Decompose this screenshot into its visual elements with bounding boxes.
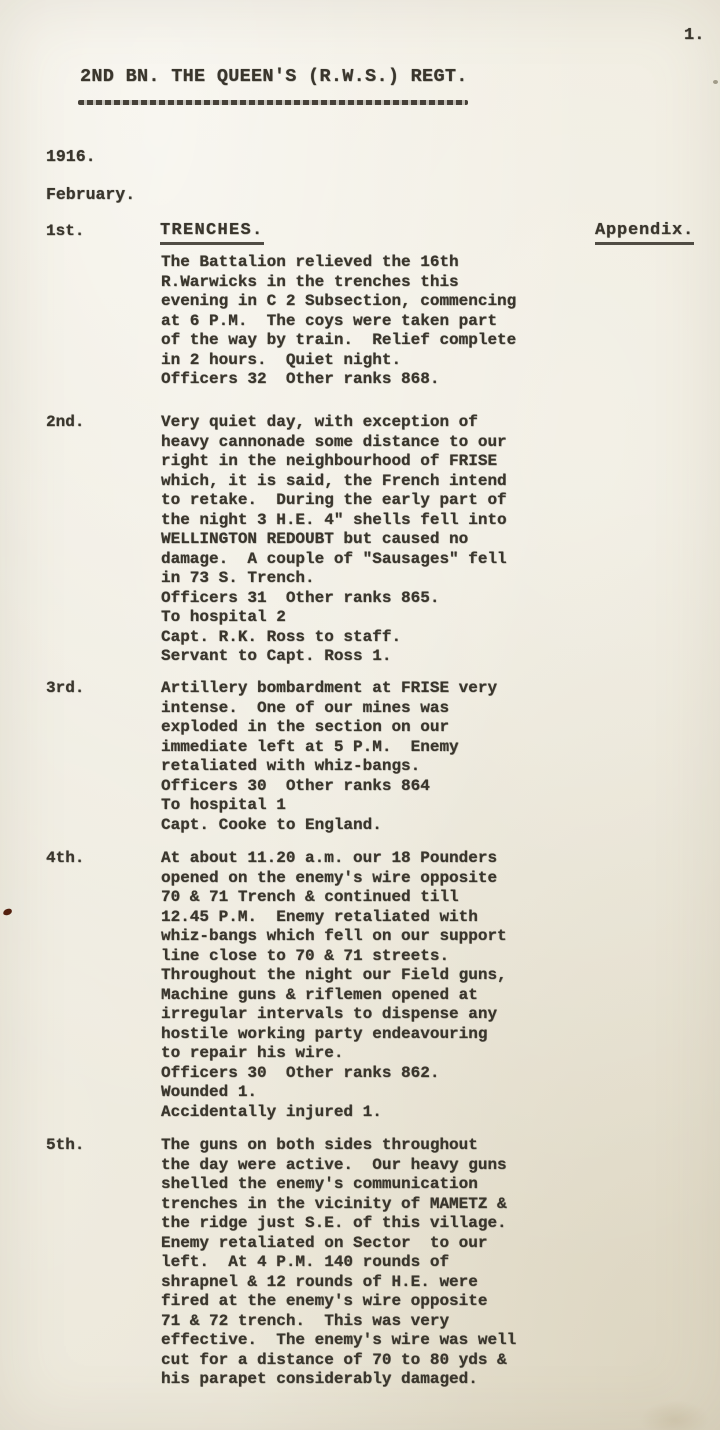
diary-line: Officers 30 Other ranks 862. [161, 1063, 440, 1082]
diary-line: damage. A couple of "Sausages" fell [161, 549, 507, 568]
section-heading: TRENCHES. [160, 221, 264, 245]
paper-smudge-artifact [640, 1400, 710, 1430]
diary-line: hostile working party endeavouring [161, 1024, 488, 1043]
diary-line: fired at the enemy's wire opposite [161, 1292, 488, 1310]
diary-line: At about 11.20 a.m. our 18 Pounders [161, 849, 498, 867]
diary-line: Enemy retaliated on Sector to our [161, 1233, 488, 1252]
diary-line: Capt. Cooke to England. [161, 815, 382, 834]
diary-line: the ridge just S.E. of this village. [161, 1214, 507, 1232]
diary-line: The guns on both sides throughout [161, 1136, 478, 1154]
diary-line: shelled the enemy's communication [161, 1175, 478, 1193]
year-label: 1916. [46, 147, 96, 166]
diary-line: opened on the enemy's wire opposite [161, 868, 498, 887]
entry-body-1st [161, 253, 601, 390]
diary-line: Wounded 1. [161, 1083, 258, 1101]
diary-line: heavy cannonade some distance to our [161, 432, 507, 451]
diary-line: Servant to Capt. Ross 1. [161, 647, 392, 665]
diary-line: at 6 P.M. The coys were taken part [161, 311, 498, 330]
diary-line: evening in C 2 Subsection, commencing [161, 292, 517, 310]
diary-line: the night 3 H.E. 4" shells fell into [161, 510, 507, 529]
diary-line: 70 & 71 Trench & continued till [161, 888, 459, 906]
diary-line: 12.45 P.M. Enemy retaliated with [161, 907, 478, 926]
title-underline-rule [78, 100, 468, 105]
diary-line: R.Warwicks in the trenches this [161, 272, 459, 291]
diary-line: Capt. R.K. Ross to staff. [161, 627, 402, 646]
entry-body-5th [161, 1136, 601, 1390]
day-label-2nd: 2nd. [46, 413, 85, 431]
diary-line: his parapet considerably damaged. [161, 1370, 478, 1388]
entry-body-2nd [161, 413, 601, 667]
diary-line: line close to 70 & 71 streets. [161, 946, 450, 965]
diary-line: Artillery bombardment at FRISE very [161, 679, 498, 697]
diary-line: The Battalion relieved the 16th [161, 253, 459, 271]
diary-line: which, it is said, the French intend [161, 471, 507, 490]
entry-body-3rd [161, 679, 601, 835]
diary-line: To hospital 2 [161, 608, 286, 626]
diary-line: Officers 31 Other ranks 865. [161, 588, 440, 607]
diary-line: To hospital 1 [161, 796, 286, 814]
diary-line: WELLINGTON REDOUBT but caused no [161, 530, 469, 548]
scan-speck-artifact [713, 80, 718, 84]
day-label-1st: 1st. [46, 222, 85, 240]
page-title: 2ND BN. THE QUEEN'S (R.W.S.) REGT. [80, 66, 468, 87]
diary-line: whiz-bangs which fell on our support [161, 927, 507, 945]
diary-line: retaliated with whiz-bangs. [161, 757, 421, 775]
diary-line: Machine guns & riflemen opened at [161, 985, 478, 1004]
diary-line: to repair his wire. [161, 1044, 344, 1062]
diary-line: Officers 30 Other ranks 864 [161, 776, 430, 795]
diary-line: Throughout the night our Field guns, [161, 966, 507, 984]
diary-line: in 73 S. Trench. [161, 569, 315, 587]
page-number: 1. [684, 26, 705, 45]
day-label-5th: 5th. [46, 1136, 85, 1154]
appendix-heading: Appendix. [595, 221, 694, 245]
diary-line: right in the neighbourhood of FRISE [161, 452, 498, 470]
diary-line: immediate left at 5 P.M. Enemy [161, 737, 459, 756]
diary-line: to retake. During the early part of [161, 491, 507, 509]
diary-line: cut for a distance of 70 to 80 yds & [161, 1350, 507, 1369]
diary-line: intense. One of our mines was [161, 698, 450, 717]
entry-body-4th [161, 849, 601, 1122]
diary-line: shrapnel & 12 rounds of H.E. were [161, 1272, 478, 1291]
ink-speck-artifact [2, 908, 12, 916]
diary-line: exploded in the section on our [161, 718, 450, 736]
diary-line: irregular intervals to dispense any [161, 1005, 498, 1023]
day-label-3rd: 3rd. [46, 679, 85, 697]
diary-line: trenches in the vicinity of MAMETZ & [161, 1194, 507, 1213]
diary-line: Accidentally injured 1. [161, 1102, 382, 1121]
diary-line: effective. The enemy's wire was well [161, 1331, 517, 1349]
diary-line: of the way by train. Relief complete [161, 331, 517, 349]
month-label: February. [46, 185, 136, 204]
day-label-4th: 4th. [46, 849, 85, 867]
diary-line: Officers 32 Other ranks 868. [161, 370, 440, 388]
diary-line: left. At 4 P.M. 140 rounds of [161, 1253, 450, 1271]
diary-line: in 2 hours. Quiet night. [161, 350, 402, 369]
diary-line: Very quiet day, with exception of [161, 413, 478, 431]
diary-line: 71 & 72 trench. This was very [161, 1311, 450, 1330]
diary-line: the day were active. Our heavy guns [161, 1155, 507, 1174]
